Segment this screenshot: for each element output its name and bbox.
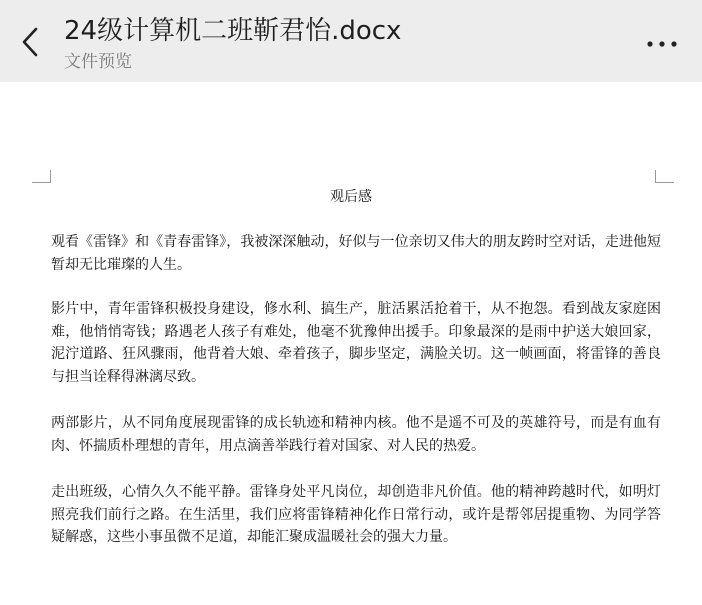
more-horizontal-icon (640, 28, 684, 58)
page-corner-mark-right (655, 170, 674, 183)
document-paragraph: 观看《雷锋》和《青春雷锋》，我被深深触动，好似与一位亲切又伟大的朋友跨时空对话，走进他短暂却无比璀璨的人生。 (51, 234, 661, 273)
document-preview[interactable] (0, 82, 702, 605)
page-corner-mark-left (32, 170, 51, 183)
document-paragraph: 影片中，青年雷锋积极投身建设，修水利、搞生产，脏活累活抢着干，从不抱怨。看到战友家庭困难，他悄悄寄钱；路遇老人孩子有难处，他毫不犹豫伸出援手。印象最深的是雨中护送大娘回家，泥泞道路、狂风骤雨，他背着大娘、牵着孩子，脚步坚定，满脸关切。这一帧画面，将雷锋的善良与担当诠释得淋漓尽致。 (51, 301, 661, 385)
chevron-left-icon (14, 20, 50, 64)
file-title: 24级计算机二班靳君怡.docx (64, 16, 402, 46)
document-paragraph: 两部影片，从不同角度展现雷锋的成长轨迹和精神内核。他不是遥不可及的英雄符号，而是有血有肉、怀揣质朴理想的青年，用点滴善举践行着对国家、对人民的热爱。 (51, 415, 661, 454)
more-button[interactable] (640, 28, 684, 58)
top-bar (0, 0, 702, 82)
document-paragraph: 走出班级，心情久久不能平静。雷锋身处平凡岗位，却创造非凡价值。他的精神跨越时代，如明灯照亮我们前行之路。在生活里，我们应将雷锋精神化作日常行动，或许是帮邻居提重物、为同学答疑解惑，这些小事虽微不足道，却能汇聚成温暖社会的强大力量。 (51, 484, 661, 545)
back-button[interactable] (14, 20, 50, 64)
document-heading: 观后感 (330, 189, 372, 205)
file-subtitle: 文件预览 (64, 52, 132, 72)
